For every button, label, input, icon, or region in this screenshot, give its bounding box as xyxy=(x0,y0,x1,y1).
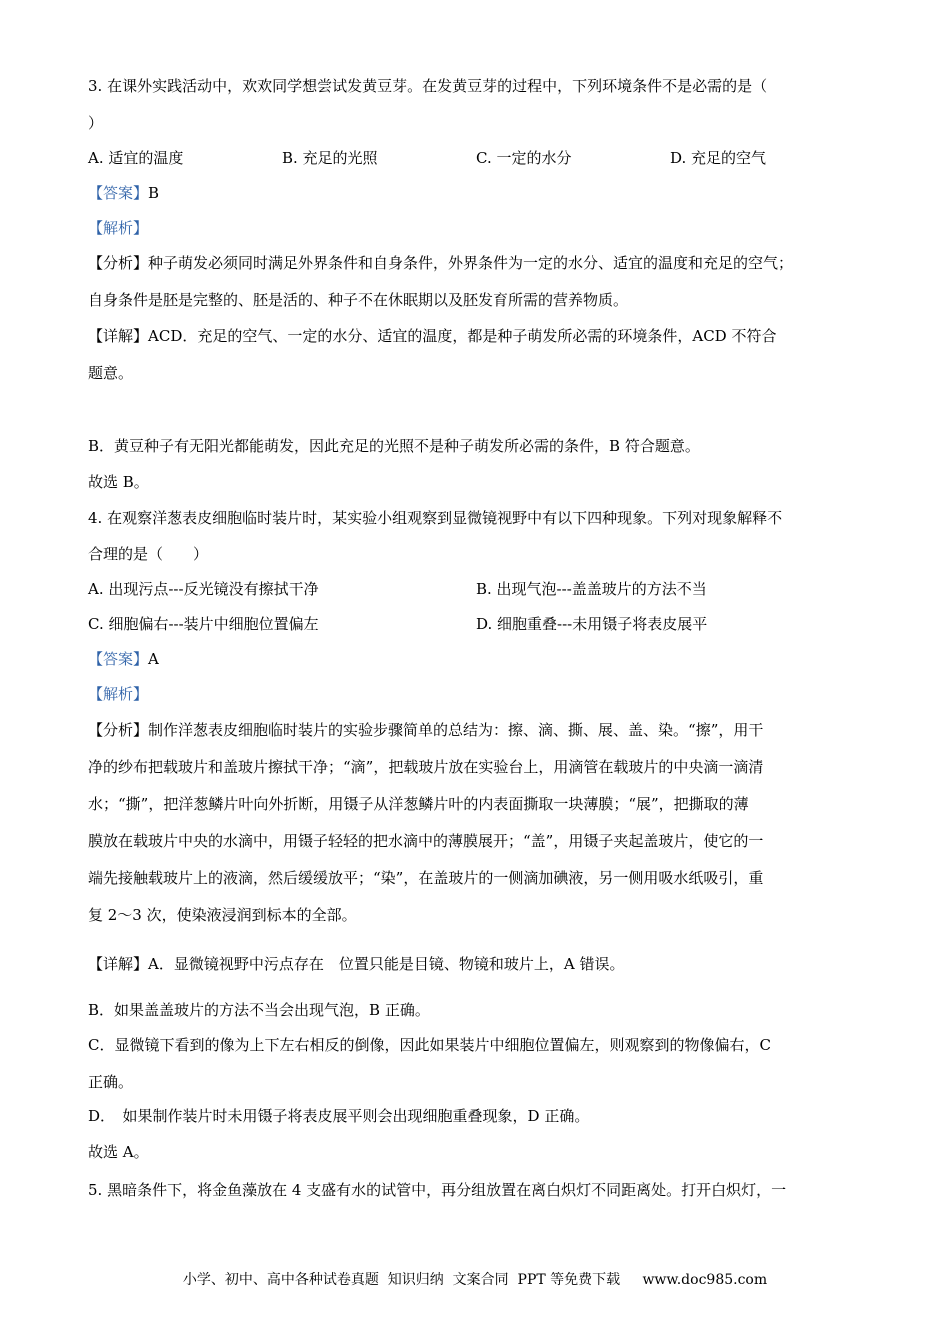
q3-option-a: A. 适宜的温度 xyxy=(88,149,184,167)
answer-label: 【答案】 xyxy=(88,184,149,202)
q3-detail-line2: 题意。 xyxy=(88,364,134,382)
q4-fenxi-line4: 膜放在载玻片中央的水滴中，用镊子轻轻的把水滴中的薄膜展开；“盖”，用镊子夹起盖玻片，使它的一 xyxy=(88,832,764,850)
detail-text: ACD．充足的空气、一定的水分、适宜的温度，都是种子萌发所必需的环境条件，ACD 不符合 xyxy=(148,327,777,345)
detail-label: 【详解】 xyxy=(88,955,149,973)
q5-stem-line1: 5. 黑暗条件下，将金鱼藻放在 4 支盛有水的试管中，再分组放置在离白炽灯不同距离处。打开白炽灯，一 xyxy=(88,1181,787,1199)
q3-detail-line3: B．黄豆种子有无阳光都能萌发，因此充足的光照不是种子萌发所必需的条件，B 符合题意。 xyxy=(88,437,700,455)
answer-value: A xyxy=(148,650,159,668)
q4-conclusion: 故选 A。 xyxy=(88,1143,149,1161)
q4-fenxi-line6: 复 2～3 次，使染液浸润到标本的全部。 xyxy=(88,906,357,924)
page-footer: 小学、初中、高中各种试卷真题 知识归纳 文案合同 PPT 等免费下载 www.doc985.com xyxy=(182,1272,768,1288)
q3-option-b: B. 充足的光照 xyxy=(282,149,378,167)
detail-text: A．显微镜视野中污点存在 位置只能是目镜、物镜和玻片上，A 错误。 xyxy=(148,955,625,973)
fenxi-text: 种子萌发必须同时满足外界条件和自身条件，外界条件为一定的水分、适宜的温度和充足的空气； xyxy=(148,254,794,272)
q3-answer xyxy=(88,183,159,203)
detail-label: 【详解】 xyxy=(88,327,149,345)
fenxi-text: 制作洋葱表皮细胞临时装片的实验步骤简单的总结为：擦、滴、撕、展、盖、染。“擦”，用干 xyxy=(148,721,764,739)
fenxi-label: 【分析】 xyxy=(88,721,149,739)
q3-option-c: C. 一定的水分 xyxy=(476,149,572,167)
fenxi-label: 【分析】 xyxy=(88,254,149,272)
answer-value: B xyxy=(148,184,160,202)
answer-label: 【答案】 xyxy=(88,650,149,668)
q4-option-a: A. 出现污点---反光镜没有擦拭干净 xyxy=(88,580,319,598)
q4-stem-line2: 合理的是（ ） xyxy=(88,545,209,563)
q4-detail-b: B．如果盖盖玻片的方法不当会出现气泡，B 正确。 xyxy=(88,1001,430,1019)
q3-analysis-label: 【解析】 xyxy=(88,219,149,237)
q3-option-d: D. 充足的空气 xyxy=(670,149,767,167)
q3-fenxi-line1 xyxy=(88,253,793,273)
q4-detail-c1: C．显微镜下看到的像为上下左右相反的倒像，因此如果装片中细胞位置偏左，则观察到的物像偏右，C xyxy=(88,1036,771,1054)
q4-stem-line1: 4. 在观察洋葱表皮细胞临时装片时，某实验小组观察到显微镜视野中有以下四种现象。下列对现象解释不 xyxy=(88,509,783,527)
q4-option-c: C. 细胞偏右---装片中细胞位置偏左 xyxy=(88,615,319,633)
q3-stem-line2: ） xyxy=(88,114,104,132)
q4-fenxi-line2: 净的纱布把载玻片和盖玻片擦拭干净；“滴”，把载玻片放在实验台上，用滴管在载玻片的中央滴一滴清 xyxy=(88,758,764,776)
q4-option-d: D. 细胞重叠---未用镊子将表皮展平 xyxy=(476,615,708,633)
q3-detail-line1 xyxy=(88,326,776,346)
q4-analysis-label: 【解析】 xyxy=(88,685,149,703)
q3-stem-line1: 3. 在课外实践活动中，欢欢同学想尝试发黄豆芽。在发黄豆芽的过程中，下列环境条件不是必需的是（ xyxy=(88,77,768,95)
q4-detail-line1 xyxy=(88,954,624,974)
q3-fenxi-line2: 自身条件是胚是完整的、胚是活的、种子不在休眠期以及胚发育所需的营养物质。 xyxy=(88,291,629,309)
q4-fenxi-line1 xyxy=(88,720,763,740)
q3-conclusion: 故选 B。 xyxy=(88,473,149,491)
q4-detail-d: D． 如果制作装片时未用镊子将表皮展平则会出现细胞重叠现象，D 正确。 xyxy=(88,1107,590,1125)
q4-fenxi-line5: 端先接触载玻片上的液滴，然后缓缓放平；“染”，在盖玻片的一侧滴加碘液，另一侧用吸水纸吸引，重 xyxy=(88,869,764,887)
q4-detail-c2: 正确。 xyxy=(88,1073,134,1091)
q4-fenxi-line3: 水；“撕”，把洋葱鳞片叶向外折断，用镊子从洋葱鳞片叶的内表面撕取一块薄膜；“展”，把撕取的薄 xyxy=(88,795,749,813)
q4-option-b: B. 出现气泡---盖盖玻片的方法不当 xyxy=(476,580,707,598)
q4-answer xyxy=(88,649,159,669)
